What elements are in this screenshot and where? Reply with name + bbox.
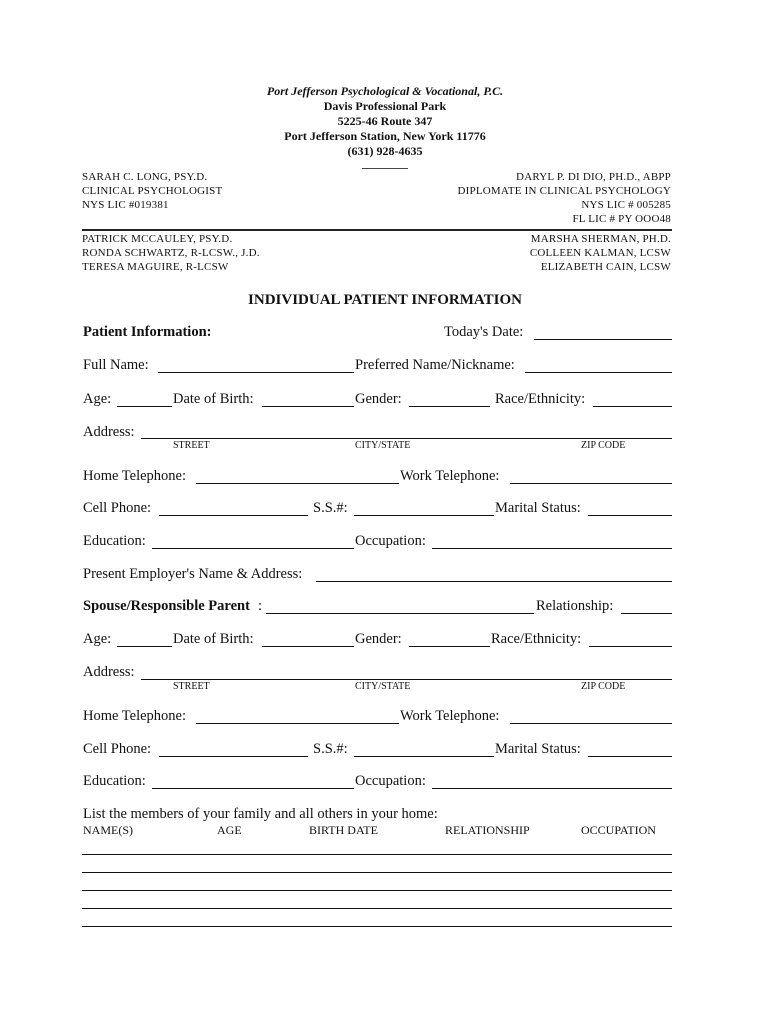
practice-phone: (631) 928-4635 — [347, 144, 423, 158]
age-label: Age: — [83, 391, 112, 407]
race-label: Race/Ethnicity: — [495, 391, 586, 407]
employer-label: Present Employer's Name & Address: — [83, 566, 303, 582]
col-occupation: OCCUPATION — [581, 823, 656, 837]
cell-phone-field[interactable] — [159, 515, 308, 516]
spouse-address-field[interactable] — [141, 679, 672, 680]
occupation-label: Occupation: — [355, 533, 426, 549]
spouse-street-caption: STREET — [173, 681, 210, 692]
spouse-age-label: Age: — [83, 631, 112, 647]
education-label: Education: — [83, 533, 146, 549]
patient-info-heading: Patient Information: — [83, 324, 212, 340]
home-phone-label: Home Telephone: — [83, 468, 187, 484]
staff-left-top-3: NYS LIC #019381 — [82, 199, 169, 211]
ssn-field[interactable] — [354, 515, 494, 516]
staff-right-top-4: FL LIC # PY OOO48 — [572, 213, 671, 225]
header-separator — [362, 168, 408, 169]
spouse-work-phone-field[interactable] — [510, 723, 672, 724]
staff-right-top-3: NYS LIC # 005285 — [581, 199, 671, 211]
family-row-line[interactable] — [82, 890, 672, 891]
form-title: INDIVIDUAL PATIENT INFORMATION — [248, 292, 522, 308]
spouse-race-label: Race/Ethnicity: — [491, 631, 582, 647]
work-phone-field[interactable] — [510, 483, 672, 484]
staff-right-top-1: DARYL P. DI DIO, PH.D., ABPP — [516, 171, 671, 183]
cell-phone-label: Cell Phone: — [83, 500, 152, 516]
spouse-dob-label: Date of Birth: — [173, 631, 254, 647]
address-field[interactable] — [141, 438, 672, 439]
spouse-city-state-caption: CITY/STATE — [355, 681, 411, 692]
occupation-field[interactable] — [432, 548, 672, 549]
dob-label: Date of Birth: — [173, 391, 254, 407]
spouse-gender-label: Gender: — [355, 631, 402, 647]
practice-park: Davis Professional Park — [323, 99, 447, 113]
age-field[interactable] — [117, 406, 172, 407]
preferred-name-field[interactable] — [525, 372, 672, 373]
zip-caption: ZIP CODE — [581, 440, 626, 451]
dob-field[interactable] — [262, 406, 354, 407]
staff-right-bottom-3: ELIZABETH CAIN, LCSW — [540, 261, 671, 273]
spouse-label: Spouse/Responsible Parent — [83, 598, 250, 614]
family-row-line[interactable] — [82, 854, 672, 855]
spouse-work-phone-label: Work Telephone: — [400, 708, 500, 724]
spouse-marital-label: Marital Status: — [495, 741, 581, 757]
preferred-name-label: Preferred Name/Nickname: — [355, 357, 515, 373]
spouse-occupation-field[interactable] — [432, 788, 672, 789]
spouse-occupation-label: Occupation: — [355, 773, 426, 789]
street-caption: STREET — [173, 440, 210, 451]
practice-city: Port Jefferson Station, New York 11776 — [284, 129, 486, 143]
staff-left-top-1: SARAH C. LONG, PSY.D. — [82, 171, 208, 183]
education-field[interactable] — [152, 548, 354, 549]
spouse-gender-field[interactable] — [409, 646, 490, 647]
address-label: Address: — [83, 424, 135, 440]
staff-left-bottom-3: TERESA MAGUIRE, R-LCSW — [82, 261, 229, 273]
full-name-field[interactable] — [158, 372, 354, 373]
spouse-ssn-label: S.S.#: — [313, 741, 348, 757]
family-prompt: List the members of your family and all others in your home: — [83, 806, 438, 822]
spouse-address-label: Address: — [83, 664, 135, 680]
spouse-cell-phone-label: Cell Phone: — [83, 741, 152, 757]
gender-field[interactable] — [409, 406, 490, 407]
staff-right-bottom-1: MARSHA SHERMAN, PH.D. — [530, 233, 671, 245]
spouse-age-field[interactable] — [117, 646, 172, 647]
spouse-field[interactable] — [266, 613, 534, 614]
ssn-label: S.S.#: — [313, 500, 348, 516]
work-phone-label: Work Telephone: — [400, 468, 500, 484]
todays-date-field[interactable] — [534, 339, 672, 340]
spouse-colon: : — [258, 598, 263, 614]
col-names: NAME(S) — [83, 823, 133, 837]
home-phone-field[interactable] — [196, 483, 399, 484]
staff-right-top-2: DIPLOMATE IN CLINICAL PSYCHOLOGY — [457, 185, 671, 197]
staff-right-bottom-2: COLLEEN KALMAN, LCSW — [529, 247, 671, 259]
col-birth-date: BIRTH DATE — [309, 823, 378, 837]
full-name-label: Full Name: — [83, 357, 149, 373]
spouse-cell-phone-field[interactable] — [159, 756, 308, 757]
spouse-dob-field[interactable] — [262, 646, 354, 647]
staff-left-bottom-2: RONDA SCHWARTZ, R-LCSW., J.D. — [82, 247, 260, 259]
staff-left-bottom-1: PATRICK MCCAULEY, PSY.D. — [82, 233, 233, 245]
relationship-label: Relationship: — [536, 598, 614, 614]
marital-field[interactable] — [588, 515, 672, 516]
spouse-home-phone-label: Home Telephone: — [83, 708, 187, 724]
family-row-line[interactable] — [82, 908, 672, 909]
family-row-line[interactable] — [82, 926, 672, 927]
gender-label: Gender: — [355, 391, 402, 407]
col-relationship: RELATIONSHIP — [445, 823, 530, 837]
col-age: AGE — [217, 823, 242, 837]
family-row-line[interactable] — [82, 872, 672, 873]
practice-name: Port Jefferson Psychological & Vocational, P.C. — [266, 84, 504, 98]
spouse-race-field[interactable] — [589, 646, 672, 647]
staff-left-top-2: CLINICAL PSYCHOLOGIST — [82, 185, 223, 197]
spouse-zip-caption: ZIP CODE — [581, 681, 626, 692]
letterhead-rule — [82, 229, 672, 231]
spouse-education-field[interactable] — [152, 788, 354, 789]
spouse-marital-field[interactable] — [588, 756, 672, 757]
spouse-education-label: Education: — [83, 773, 146, 789]
city-state-caption: CITY/STATE — [355, 440, 411, 451]
practice-street: 5225-46 Route 347 — [337, 114, 433, 128]
marital-label: Marital Status: — [495, 500, 581, 516]
employer-field[interactable] — [316, 581, 672, 582]
race-field[interactable] — [593, 406, 672, 407]
todays-date-label: Today's Date: — [444, 324, 524, 340]
spouse-home-phone-field[interactable] — [196, 723, 399, 724]
spouse-ssn-field[interactable] — [354, 756, 494, 757]
relationship-field[interactable] — [621, 613, 672, 614]
